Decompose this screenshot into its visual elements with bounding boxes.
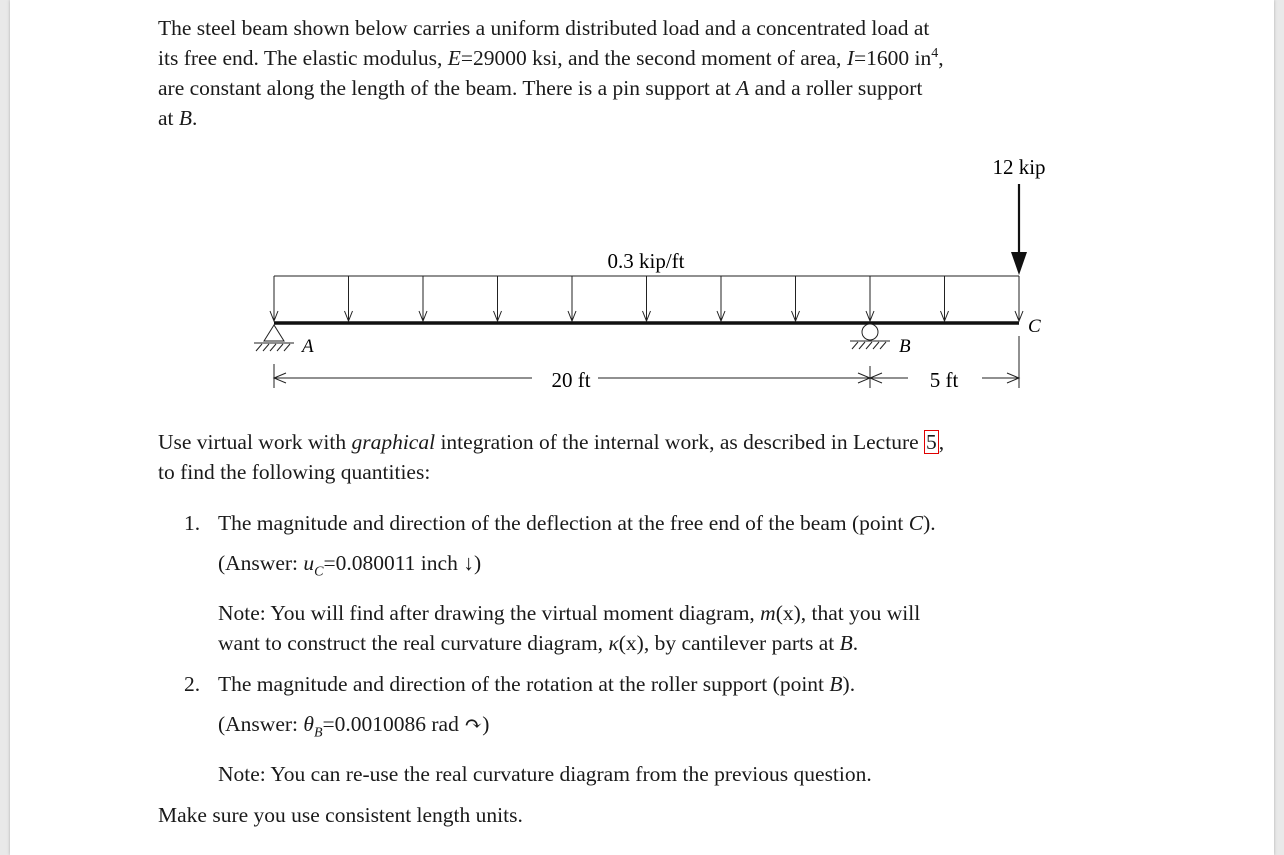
- question-1-answer: (Answer: $u_C=0.080011$ inch ↓): [218, 551, 482, 580]
- question-2-note: Note: You can re-use the real curvature diagram from the previous question.: [218, 762, 872, 787]
- intro-line-1: The steel beam shown below carries a uniform distributed load and a concentrated load at: [158, 16, 930, 40]
- dist-load-arrows: [270, 276, 1023, 321]
- question-2: [184, 669, 1126, 789]
- question-1-text: The magnitude and direction of the deflection at the free end of the beam (point C).: [218, 511, 936, 535]
- intro-line-2: its free end. The elastic modulus, E=29000 ksi, and the second moment of area, I=1600 $in^4$,: [158, 45, 944, 70]
- question-1: [184, 508, 1126, 658]
- dim-ab-label: 20 ft: [551, 368, 591, 392]
- point-load-arrowhead: [1011, 252, 1027, 275]
- point-load-label: 12 kip: [992, 155, 1046, 179]
- question-2-number: 2.: [184, 672, 201, 696]
- question-2-text: The magnitude and direction of the rotation at the roller support (point B).: [218, 672, 856, 696]
- intro-paragraph: [158, 13, 1126, 133]
- question-2-answer: (Answer: $\theta_B=0.0010086$ rad ↷): [218, 712, 490, 741]
- roller-support-b: [850, 324, 890, 349]
- beam-figure: [10, 140, 1274, 400]
- lecture-reference-link[interactable]: 5: [926, 430, 937, 454]
- instructions-line-1: Use virtual work with graphical integration of the internal work, as described in Lecture 5,: [158, 430, 945, 454]
- question-1-number: 1.: [184, 511, 201, 535]
- document-page: [10, 0, 1274, 855]
- label-a: A: [302, 336, 314, 357]
- closing-line: Make sure you use consistent length units.: [158, 803, 523, 827]
- question-1-note-line-2: want to construct the real curvature diagram, κ(x), by cantilever parts at B.: [218, 631, 859, 656]
- pin-support-a: [254, 325, 294, 351]
- instructions-paragraph: [158, 427, 1126, 487]
- question-1-note-line-1: Note: You will find after drawing the virtual moment diagram, m(x), that you will: [218, 601, 921, 626]
- question-1-note: [218, 598, 1126, 658]
- label-b: B: [899, 336, 911, 357]
- intro-line-4: at B.: [158, 106, 198, 130]
- intro-line-3: are constant along the length of the beam. There is a pin support at A and a roller support: [158, 76, 923, 100]
- instructions-line-2: to find the following quantities:: [158, 460, 431, 484]
- dist-load-label: 0.3 kip/ft: [607, 249, 685, 273]
- label-c: C: [1028, 316, 1041, 337]
- dim-bc-label: 5 ft: [929, 368, 959, 392]
